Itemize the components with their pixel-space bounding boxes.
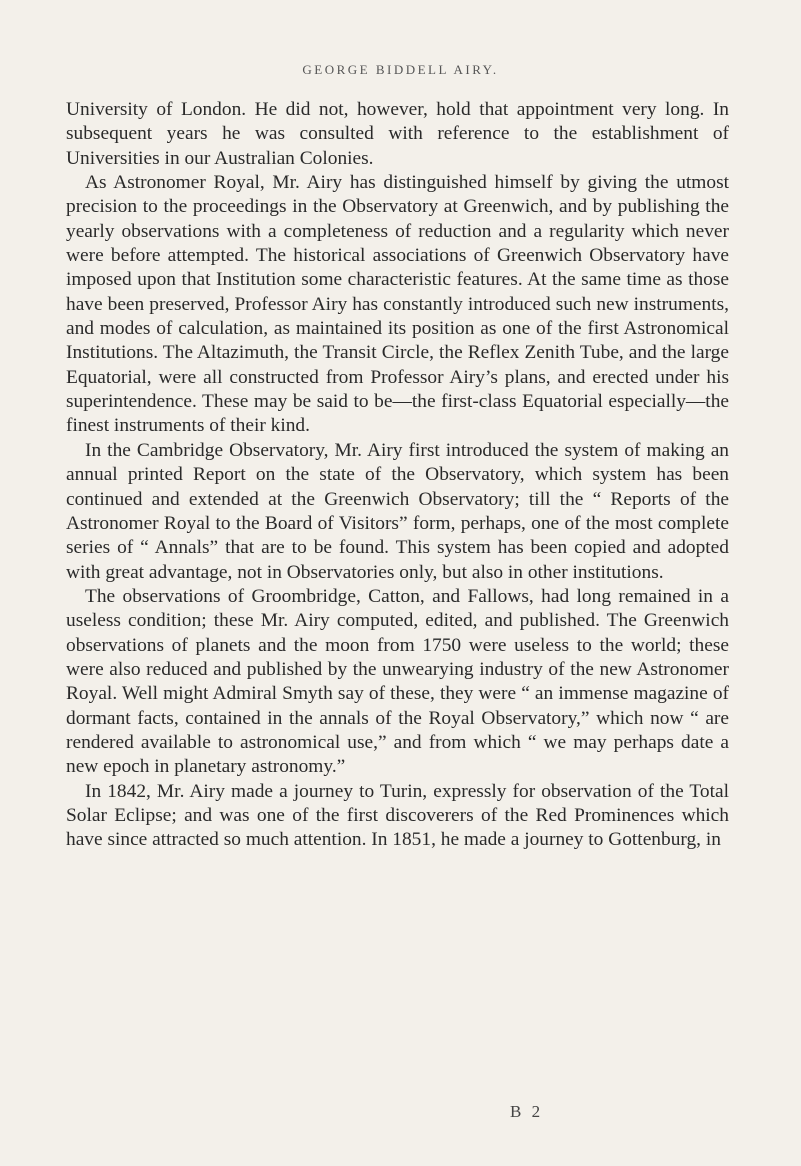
signature-mark: B 2 <box>510 1102 544 1121</box>
paragraph-3: In the Cambridge Observatory, Mr. Airy first introduced the system of making an annual printed Report on the state of the Observatory, which system has been continued and extended at the Greenwich Observatory; till the “ Reports of the Astronomer Royal to the Board of Visitors” form, perhaps, one of the most complete series of “ Annals” that are to be found. This system has been copied and adopted with great advantage, not in Observatories only, but also in other institutions. <box>66 439 729 583</box>
running-head: GEORGE BIDDELL AIRY. <box>302 62 499 77</box>
paragraph-4: The observations of Groombridge, Catton, and Fallows, had long remained in a useless condition; these Mr. Airy computed, edited, and published. The Greenwich observations of planets and the moon from 1750 were useless to the world; these were also reduced and published by the unwearying industry of the new Astronomer Royal. Well might Admiral Smyth say of these, they were “ an immense magazine of dormant facts, contained in the annals of the Royal Observatory,” which now “ are rendered available to astronomical use,” and from which “ we may perhaps date a new epoch in planetary astronomy.” <box>66 585 729 778</box>
paragraph-1: University of London. He did not, however, hold that appointment very long. In subsequent years he was consulted with reference to the establishment of Universities in our Australian Colonies. <box>66 99 729 169</box>
paragraph-5: In 1842, Mr. Airy made a journey to Turin, expressly for observation of the Total Solar Eclipse; and was one of the first discoverers of the Red Prominences which have since attracted so much attention. In 1851, he made a journey to Gottenburg, in <box>66 780 729 851</box>
body-text <box>66 98 729 853</box>
paragraph-2: As Astronomer Royal, Mr. Airy has distinguished himself by giving the utmost precision to the proceedings in the Observatory at Greenwich, and by publishing the yearly observations with a completeness of reduction and a regularity which never were before attempted. The historical associations of Greenwich Observatory have imposed upon that Institution some characteristic features. At the same time as those have been preserved, Professor Airy has constantly introduced such new instruments, and modes of calculation, as maintained its position as one of the first Astronomical Institutions. The Altazimuth, the Transit Circle, the Reflex Zenith Tube, and the large Equatorial, were all constructed from Professor Airy’s plans, and erected under his superintendence. These may be said to be—the first-class Equatorial especially—the finest instruments of their kind. <box>66 172 729 437</box>
